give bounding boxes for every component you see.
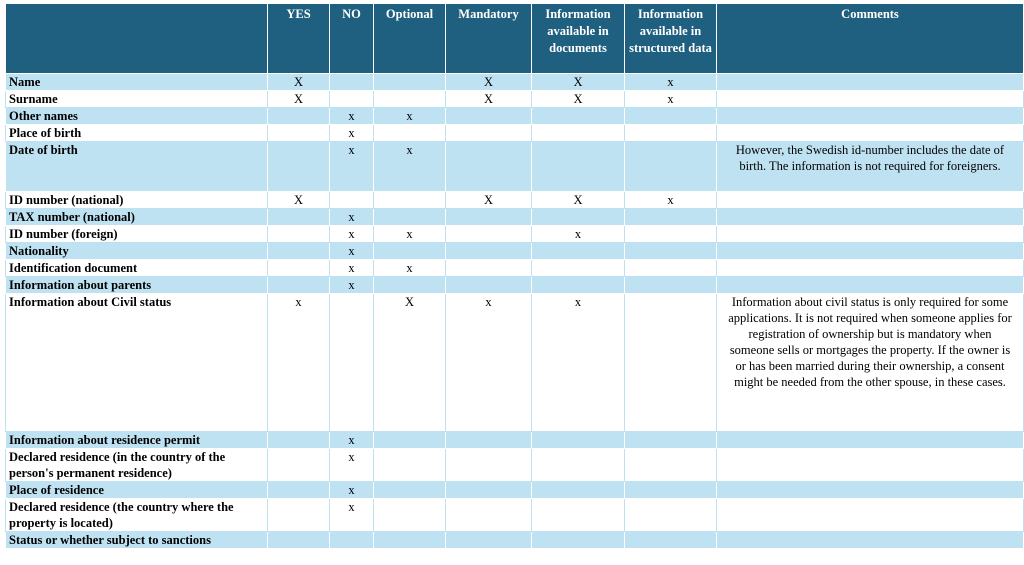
cell-documents: X bbox=[532, 74, 625, 91]
cell-label: ID number (foreign) bbox=[6, 226, 268, 243]
cell-optional bbox=[374, 532, 446, 549]
cell-no: x bbox=[330, 108, 374, 125]
cell-mandatory bbox=[446, 142, 532, 192]
header-optional: Optional bbox=[374, 4, 446, 74]
cell-documents bbox=[532, 432, 625, 449]
cell-documents bbox=[532, 482, 625, 499]
table-row bbox=[6, 125, 1024, 142]
cell-comment bbox=[717, 91, 1024, 108]
cell-no: x bbox=[330, 125, 374, 142]
cell-label: Status or whether subject to sanctions bbox=[6, 532, 268, 549]
cell-no: x bbox=[330, 243, 374, 260]
header-row bbox=[6, 4, 1024, 74]
cell-label: Information about parents bbox=[6, 277, 268, 294]
cell-yes bbox=[268, 125, 330, 142]
cell-optional: x bbox=[374, 142, 446, 192]
table-row bbox=[6, 260, 1024, 277]
cell-label: Date of birth bbox=[6, 142, 268, 192]
table-row bbox=[6, 482, 1024, 499]
cell-documents bbox=[532, 449, 625, 482]
cell-structured bbox=[625, 277, 717, 294]
cell-documents: X bbox=[532, 192, 625, 209]
cell-optional bbox=[374, 91, 446, 108]
cell-no bbox=[330, 294, 374, 432]
cell-yes bbox=[268, 482, 330, 499]
cell-optional: x bbox=[374, 108, 446, 125]
cell-yes: X bbox=[268, 91, 330, 108]
header-structured: Information available in structured data bbox=[625, 4, 717, 74]
cell-no bbox=[330, 532, 374, 549]
cell-yes: x bbox=[268, 294, 330, 432]
cell-documents bbox=[532, 499, 625, 532]
table-row bbox=[6, 449, 1024, 482]
cell-structured bbox=[625, 243, 717, 260]
cell-optional bbox=[374, 277, 446, 294]
requirements-table bbox=[5, 3, 1024, 549]
cell-mandatory bbox=[446, 277, 532, 294]
cell-documents bbox=[532, 108, 625, 125]
cell-yes bbox=[268, 499, 330, 532]
cell-no: x bbox=[330, 142, 374, 192]
cell-label: ID number (national) bbox=[6, 192, 268, 209]
table-row bbox=[6, 532, 1024, 549]
cell-optional bbox=[374, 432, 446, 449]
cell-documents bbox=[532, 125, 625, 142]
table-row bbox=[6, 243, 1024, 260]
cell-label: Place of residence bbox=[6, 482, 268, 499]
cell-comment: Information about civil status is only required for some applications. It is not required when someone applies for registration of ownership but is mandatory when someone sells or mortgages the property. If the owner is or has been married during their ownership, a consent might be needed from the other spouse, in these cases. bbox=[717, 294, 1024, 432]
cell-no: x bbox=[330, 499, 374, 532]
cell-documents bbox=[532, 532, 625, 549]
cell-yes bbox=[268, 432, 330, 449]
cell-structured: x bbox=[625, 192, 717, 209]
cell-mandatory bbox=[446, 260, 532, 277]
header-yes: YES bbox=[268, 4, 330, 74]
cell-yes: X bbox=[268, 192, 330, 209]
cell-no: x bbox=[330, 482, 374, 499]
header-no: NO bbox=[330, 4, 374, 74]
cell-structured bbox=[625, 226, 717, 243]
table-row bbox=[6, 432, 1024, 449]
cell-structured: x bbox=[625, 74, 717, 91]
cell-no: x bbox=[330, 209, 374, 226]
cell-yes bbox=[268, 226, 330, 243]
cell-comment bbox=[717, 482, 1024, 499]
table-row bbox=[6, 74, 1024, 91]
cell-comment bbox=[717, 108, 1024, 125]
cell-no: x bbox=[330, 432, 374, 449]
header-comments: Comments bbox=[717, 4, 1024, 74]
cell-label: Information about residence permit bbox=[6, 432, 268, 449]
cell-mandatory: X bbox=[446, 91, 532, 108]
cell-label: Declared residence (the country where the property is located) bbox=[6, 499, 268, 532]
cell-label: Declared residence (in the country of the person's permanent residence) bbox=[6, 449, 268, 482]
cell-label: Nationality bbox=[6, 243, 268, 260]
cell-optional bbox=[374, 192, 446, 209]
cell-comment bbox=[717, 243, 1024, 260]
cell-mandatory bbox=[446, 125, 532, 142]
cell-yes bbox=[268, 277, 330, 294]
cell-no bbox=[330, 74, 374, 91]
cell-mandatory bbox=[446, 532, 532, 549]
cell-documents bbox=[532, 243, 625, 260]
cell-comment bbox=[717, 209, 1024, 226]
cell-structured: x bbox=[625, 91, 717, 108]
cell-documents: x bbox=[532, 294, 625, 432]
cell-mandatory bbox=[446, 449, 532, 482]
cell-yes bbox=[268, 209, 330, 226]
cell-comment bbox=[717, 499, 1024, 532]
cell-mandatory bbox=[446, 482, 532, 499]
header-documents: Information available in documents bbox=[532, 4, 625, 74]
cell-structured bbox=[625, 482, 717, 499]
cell-optional: x bbox=[374, 226, 446, 243]
cell-label: Name bbox=[6, 74, 268, 91]
cell-mandatory bbox=[446, 209, 532, 226]
cell-comment bbox=[717, 277, 1024, 294]
cell-no bbox=[330, 192, 374, 209]
cell-documents: X bbox=[532, 91, 625, 108]
table-row bbox=[6, 226, 1024, 243]
cell-comment bbox=[717, 260, 1024, 277]
table-row bbox=[6, 277, 1024, 294]
cell-no: x bbox=[330, 260, 374, 277]
cell-structured bbox=[625, 125, 717, 142]
table-row bbox=[6, 294, 1024, 432]
cell-yes bbox=[268, 532, 330, 549]
cell-structured bbox=[625, 108, 717, 125]
cell-mandatory bbox=[446, 226, 532, 243]
cell-no: x bbox=[330, 226, 374, 243]
cell-yes bbox=[268, 243, 330, 260]
cell-comment bbox=[717, 74, 1024, 91]
cell-yes bbox=[268, 449, 330, 482]
cell-no bbox=[330, 91, 374, 108]
header-label bbox=[6, 4, 268, 74]
cell-optional bbox=[374, 243, 446, 260]
cell-optional bbox=[374, 125, 446, 142]
cell-optional bbox=[374, 74, 446, 91]
table-row bbox=[6, 192, 1024, 209]
cell-comment bbox=[717, 449, 1024, 482]
cell-label: Surname bbox=[6, 91, 268, 108]
cell-comment bbox=[717, 226, 1024, 243]
cell-structured bbox=[625, 499, 717, 532]
cell-comment bbox=[717, 432, 1024, 449]
cell-documents bbox=[532, 260, 625, 277]
cell-documents bbox=[532, 277, 625, 294]
cell-documents bbox=[532, 142, 625, 192]
cell-structured bbox=[625, 532, 717, 549]
cell-mandatory bbox=[446, 243, 532, 260]
cell-mandatory: X bbox=[446, 192, 532, 209]
cell-optional bbox=[374, 449, 446, 482]
table-row bbox=[6, 108, 1024, 125]
cell-optional: X bbox=[374, 294, 446, 432]
cell-yes bbox=[268, 142, 330, 192]
cell-no: x bbox=[330, 449, 374, 482]
cell-comment: However, the Swedish id-number includes the date of birth. The information is not required for foreigners. bbox=[717, 142, 1024, 192]
cell-mandatory: X bbox=[446, 74, 532, 91]
cell-comment bbox=[717, 192, 1024, 209]
cell-yes bbox=[268, 108, 330, 125]
cell-structured bbox=[625, 432, 717, 449]
table-row bbox=[6, 91, 1024, 108]
cell-optional bbox=[374, 209, 446, 226]
cell-mandatory bbox=[446, 499, 532, 532]
cell-mandatory bbox=[446, 108, 532, 125]
cell-label: Identification document bbox=[6, 260, 268, 277]
cell-documents: x bbox=[532, 226, 625, 243]
cell-mandatory bbox=[446, 432, 532, 449]
cell-documents bbox=[532, 209, 625, 226]
header-mandatory: Mandatory bbox=[446, 4, 532, 74]
cell-structured bbox=[625, 260, 717, 277]
cell-no: x bbox=[330, 277, 374, 294]
cell-yes: X bbox=[268, 74, 330, 91]
cell-label: Information about Civil status bbox=[6, 294, 268, 432]
cell-comment bbox=[717, 532, 1024, 549]
cell-optional bbox=[374, 499, 446, 532]
table-row bbox=[6, 142, 1024, 192]
cell-structured bbox=[625, 209, 717, 226]
table-row bbox=[6, 499, 1024, 532]
cell-mandatory: x bbox=[446, 294, 532, 432]
cell-structured bbox=[625, 294, 717, 432]
cell-label: Other names bbox=[6, 108, 268, 125]
cell-structured bbox=[625, 142, 717, 192]
table-row bbox=[6, 209, 1024, 226]
cell-optional: x bbox=[374, 260, 446, 277]
cell-label: Place of birth bbox=[6, 125, 268, 142]
cell-structured bbox=[625, 449, 717, 482]
cell-yes bbox=[268, 260, 330, 277]
cell-comment bbox=[717, 125, 1024, 142]
cell-label: TAX number (national) bbox=[6, 209, 268, 226]
cell-optional bbox=[374, 482, 446, 499]
